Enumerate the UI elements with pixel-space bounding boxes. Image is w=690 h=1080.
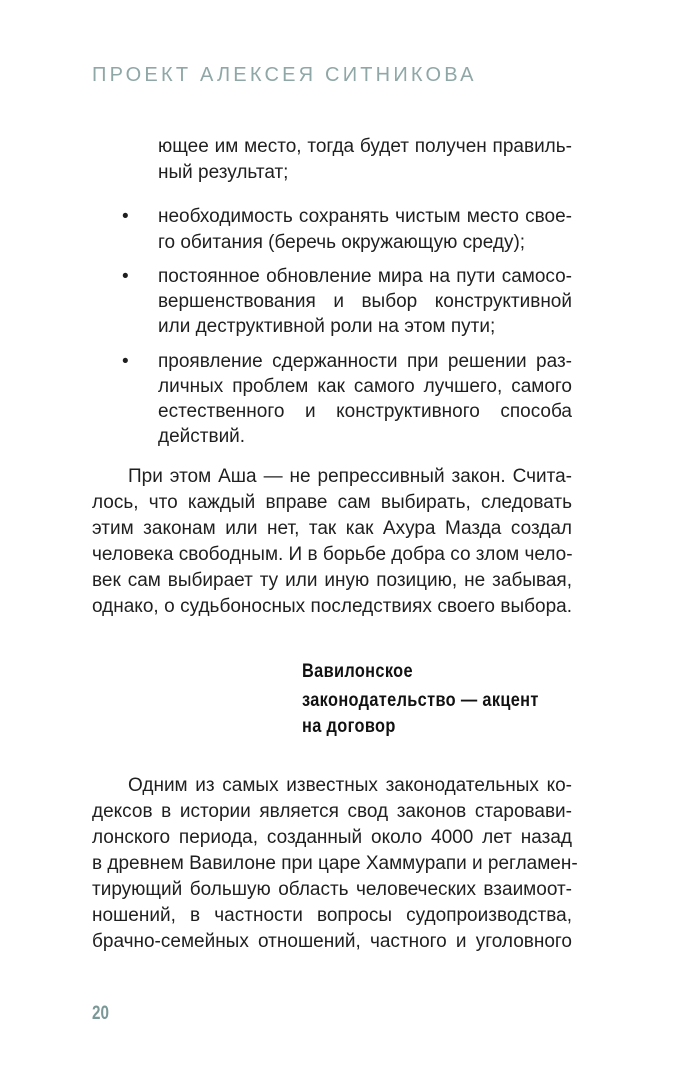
running-header: ПРОЕКТ АЛЕКСЕЯ СИТНИКОВА [92, 64, 477, 86]
paragraph-1-line-6: однако, о судьбоносных последствиях своего выбора. [92, 596, 572, 617]
paragraph-2-line-1: Одним из самых известных законодательных ко- [128, 775, 572, 796]
paragraph-1-line-2: лось, что каждый вправе сам выбирать, следовать [92, 492, 572, 513]
list-item-3-line-2: вершенствования и выбор конструктивной [158, 291, 572, 312]
paragraph-2-line-7: брачно-семейных отношений, частного и уголовного [92, 931, 572, 952]
page-number: 20 [92, 1003, 109, 1024]
paragraph-1-line-1: При этом Аша — не репрессивный закон. Счита- [128, 466, 572, 487]
list-item-4-line-4: действий. [158, 426, 246, 447]
paragraph-2-line-5: тирующий большую область человеческих взаимоот- [92, 879, 572, 900]
paragraph-1-line-3: этим законам или нет, так как Ахура Мазда создал [92, 518, 572, 539]
list-item-4-line-1: проявление сдержанности при решении раз- [158, 351, 572, 372]
bullet-marker: • [122, 206, 129, 227]
list-item-4-line-2: личных проблем как самого лучшего, самого [158, 376, 572, 397]
list-item-2-line-1: необходимость сохранять чистым место свое- [158, 206, 572, 227]
section-heading-line-3: на договор [302, 716, 396, 737]
list-item-1-line-2: ный результат; [158, 162, 289, 183]
list-item-3-line-1: постоянное обновление мира на пути самосо- [158, 266, 572, 287]
paragraph-2-line-4: в древнем Вавилоне при царе Хаммурапи и регламен- [92, 853, 578, 874]
paragraph-1-line-4: человека свободным. И в борьбе добра со злом чело- [92, 544, 573, 565]
list-item-2-line-2: го обитания (беречь окружающую среду); [158, 232, 526, 253]
section-heading-line-1: Вавилонское [302, 661, 413, 682]
bullet-marker: • [122, 266, 129, 287]
paragraph-2-line-6: ношений, в частности вопросы судопроизводства, [92, 905, 572, 926]
paragraph-2-line-2: дексов в истории является свод законов старовави- [92, 801, 572, 822]
section-heading-line-2: законодательство — акцент [302, 690, 539, 711]
list-item-4-line-3: естественного и конструктивного способа [158, 401, 572, 422]
list-item-1-line-1: ющее им место, тогда будет получен правиль- [158, 136, 572, 157]
list-item-3-line-3: или деструктивной роли на этом пути; [158, 316, 496, 337]
bullet-marker: • [122, 351, 129, 372]
paragraph-1-line-5: век сам выбирает ту или иную позицию, не забывая, [92, 570, 572, 591]
paragraph-2-line-3: лонского периода, созданный около 4000 лет назад [92, 827, 572, 848]
